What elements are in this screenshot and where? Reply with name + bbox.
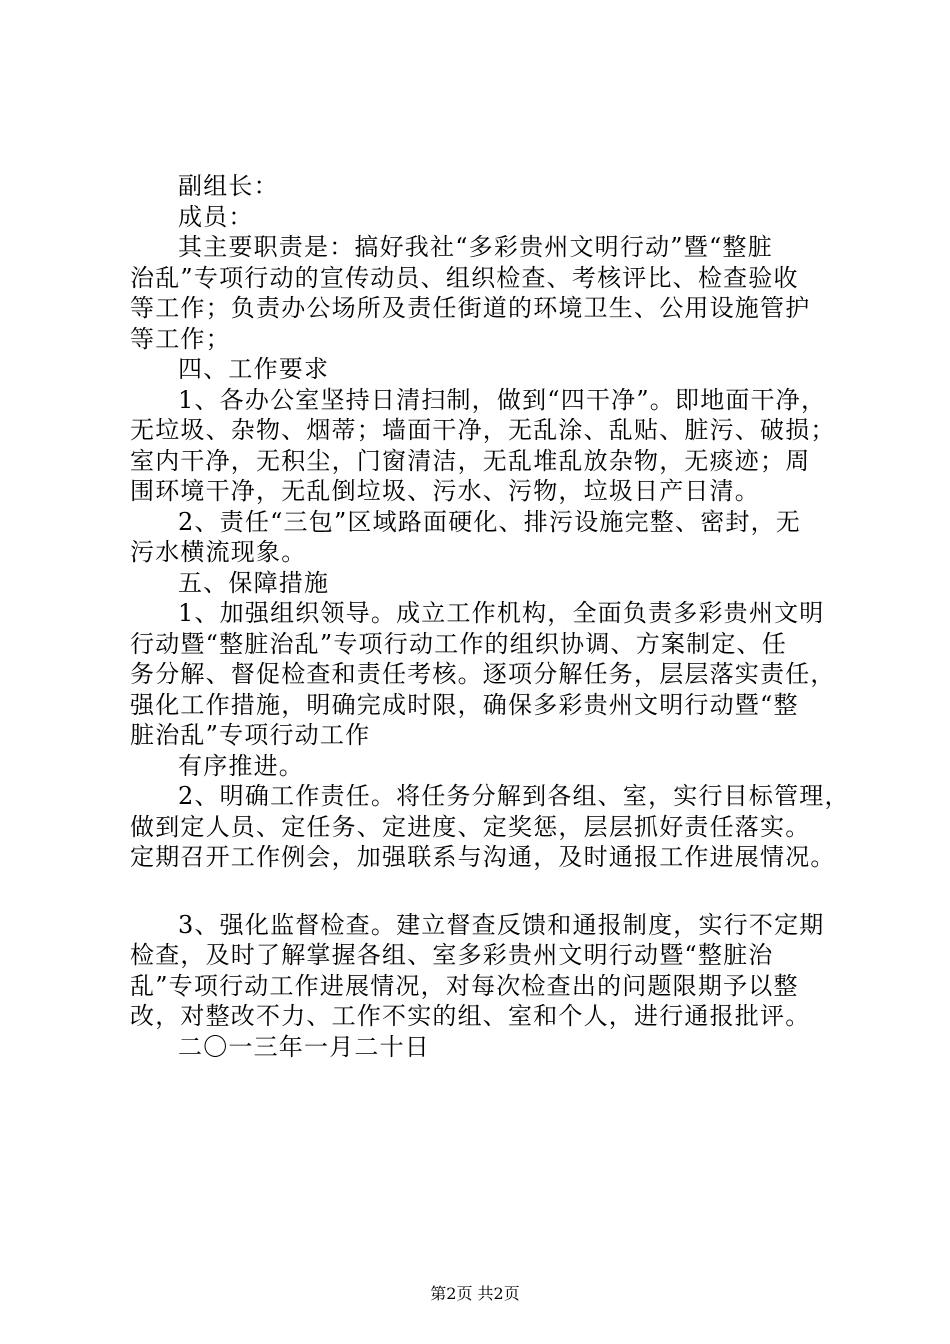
- text-line: 等工作；: [130, 324, 231, 353]
- paragraph-first-line: 2、明确工作责任。将任务分解到各组、室，实行目标管理，: [178, 782, 850, 810]
- paragraph-gap: [130, 873, 852, 910]
- text-line: 务分解、督促检查和责任考核。逐项分解任务，层层落实责任，: [130, 660, 836, 688]
- text-line: 检查，及时了解掌握各组、室多彩贵州文明行动暨“整脏治: [130, 941, 774, 969]
- paragraph-first-line: 2、责任“三包”区域路面硬化、排污设施完整、密封，无: [178, 507, 802, 536]
- text-line: 行动暨“整脏治乱”专项行动工作的组织协调、方案制定、任: [130, 629, 787, 658]
- text-line: 改，对整改不力、工作不实的组、室和个人，进行通报批评。: [130, 1002, 811, 1030]
- text-line: 等工作；负责办公场所及责任街道的环境卫生、公用设施管护: [130, 294, 811, 322]
- document-date: 二〇一三年一月二十日: [178, 1032, 430, 1061]
- paragraph-first-line: 3、强化监督检查。建立督查反馈和通报制度，实行不定期: [178, 910, 825, 939]
- paragraph-first-line: 其主要职责是：搞好我社“多彩贵州文明行动”暨“整脏: [178, 233, 773, 261]
- text-line: 围环境干净，无乱倒垃圾、污水、污物，垃圾日产日清。: [130, 477, 760, 505]
- text-line: 无垃圾、杂物、烟蒂；墙面干净，无乱涂、乱贴、脏污、破损；: [130, 416, 836, 444]
- paragraph-first-line: 1、各办公室坚持日清扫制，做到“四干净”。即地面干净，: [178, 385, 827, 414]
- text-line: 副组长：: [178, 172, 279, 200]
- text-line: 成员：: [178, 202, 254, 231]
- text-line: 强化工作措施，明确完成时限，确保多彩贵州文明行动暨“整: [130, 690, 799, 719]
- document-body: [130, 171, 852, 1062]
- text-line: 污水横流现象。: [130, 538, 307, 566]
- section-heading: 五、保障措施: [178, 568, 330, 597]
- page-footer: 第2页 共2页: [430, 1284, 520, 1303]
- text-line: 定期召开工作例会，加强联系与沟通，及时通报工作进展情况。: [130, 843, 836, 871]
- text-line: 治乱”专项行动的宣传动员、组织检查、考核评比、检查验收: [130, 263, 799, 292]
- text-line: 室内干净，无积尘，门窗清洁，无乱堆乱放杂物，无痰迹；周: [130, 446, 811, 475]
- text-line: 有序推进。: [178, 751, 304, 780]
- text-line: 脏治乱”专项行动工作: [130, 721, 371, 749]
- section-heading: 四、工作要求: [178, 355, 330, 383]
- text-line: 做到定人员、定任务、定进度、定奖惩，层层抓好责任落实。: [130, 812, 811, 841]
- text-line: 乱”专项行动工作进展情况，对每次检查出的问题限期予以整: [130, 971, 799, 1000]
- paragraph-first-line: 1、加强组织领导。成立工作机构，全面负责多彩贵州文明: [178, 599, 825, 627]
